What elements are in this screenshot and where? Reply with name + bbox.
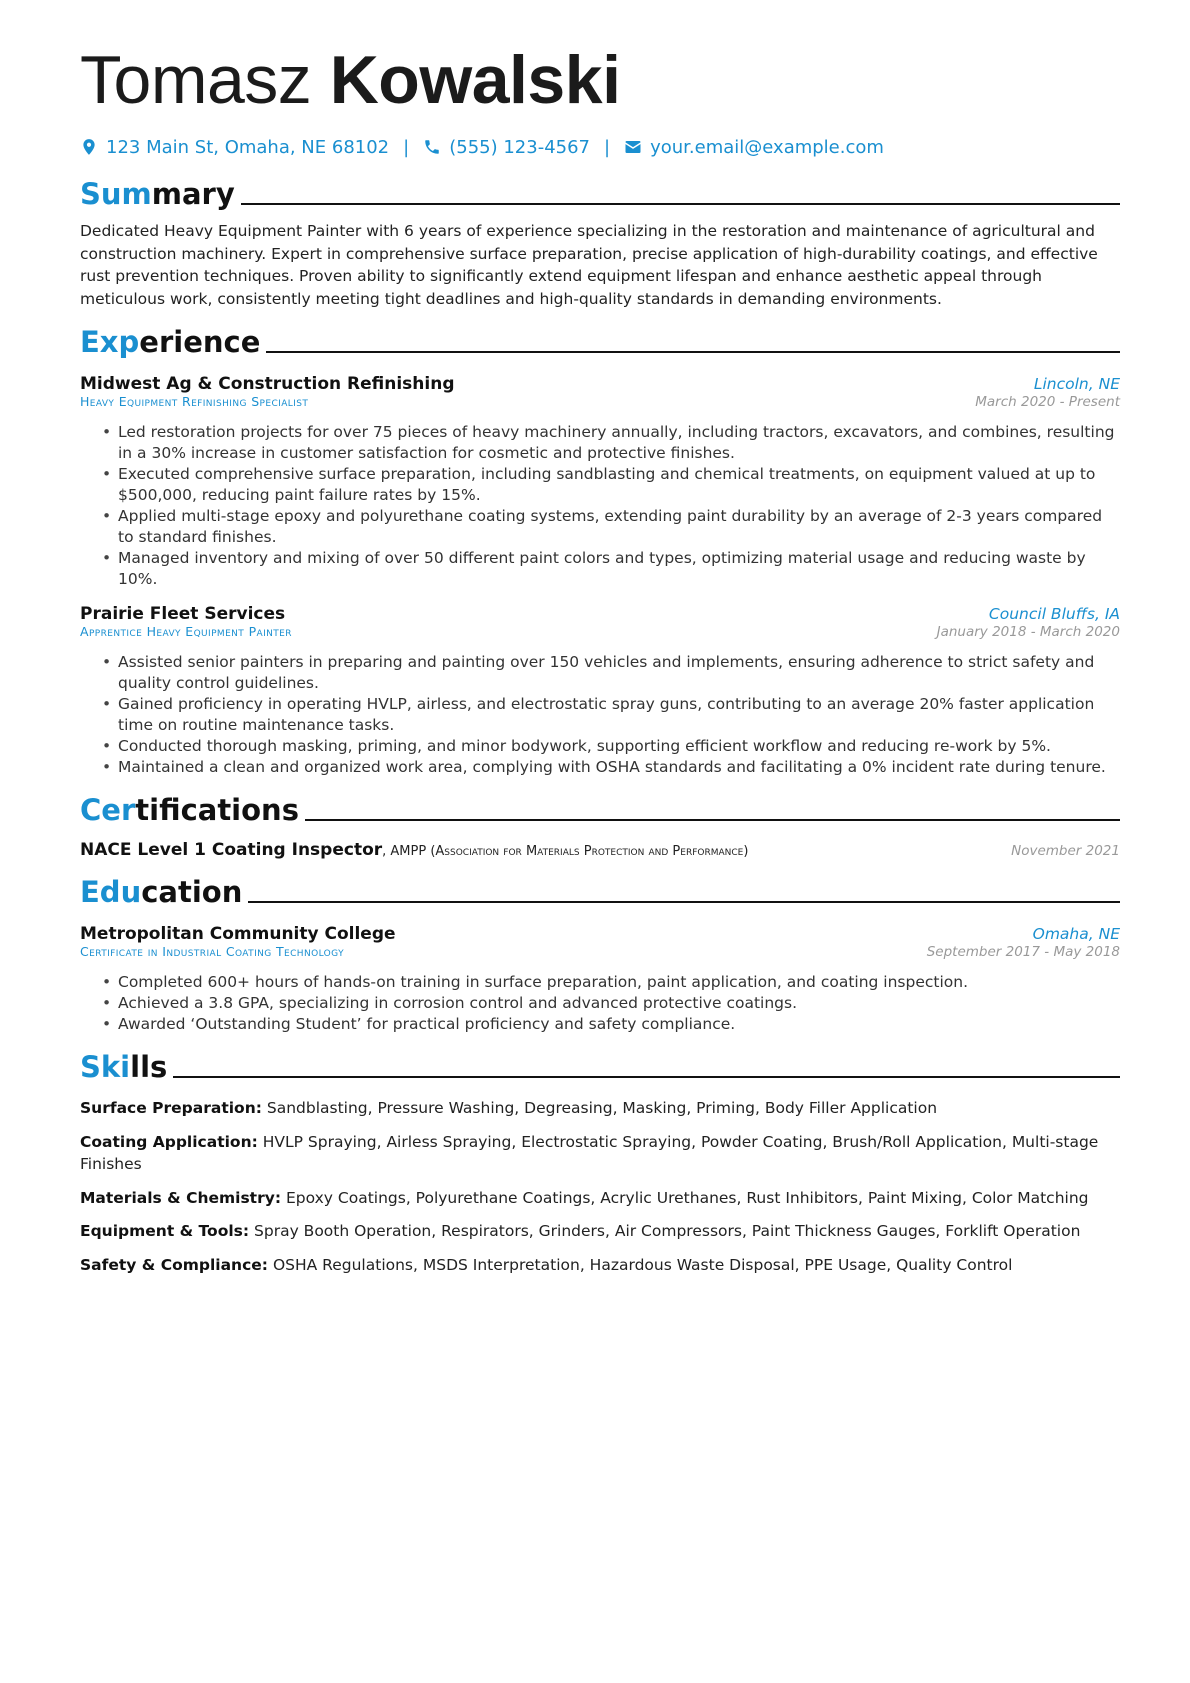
list-item: • Completed 600+ hours of hands-on training in surface preparation, paint application, and coating inspection.: [118, 972, 1120, 993]
skill-group: [80, 1131, 1120, 1176]
list-item: • Awarded ‘Outstanding Student’ for practical proficiency and safety compliance.: [118, 1014, 1120, 1035]
certification-entry: [80, 840, 1120, 860]
job-location: Council Bluffs, IA: [988, 605, 1120, 623]
section-divider: [173, 1076, 1120, 1078]
list-item: • Led restoration projects for over 75 pieces of heavy machinery annually, including tractors, excavators, and combines, resulting in a 30% increase in customer satisfaction for cosmetic and protective finishes.: [118, 422, 1120, 464]
list-item: • Executed comprehensive surface preparation, including sandblasting and chemical treatments, on equipment valued at up to $500,000, reducing paint failure rates by 15%.: [118, 464, 1120, 506]
job-header: [80, 374, 1120, 394]
job-header: [80, 604, 1120, 624]
summary-text: Dedicated Heavy Equipment Painter with 6 years of experience specializing in the restoration and maintenance of agricultural and construction machinery. Expert in comprehensive surface preparation, precise application of high-durability coatings, and effective rust prevention techniques. Proven ability to significantly extend equipment lifespan and enhance aesthetic appeal through meticulous work, consistently meeting tight deadlines and high-quality standards in demanding environments.: [80, 222, 1098, 308]
list-item: • Maintained a clean and organized work area, complying with OSHA standards and facilitating a 0% incident rate during tenure.: [118, 757, 1120, 778]
list-item: • Applied multi-stage epoxy and polyurethane coating systems, extending paint durability by an average of 2-3 years compared to standard finishes.: [118, 506, 1120, 548]
job-bullets: [80, 422, 1120, 590]
skill-group: [80, 1254, 1120, 1277]
job-bullets: [80, 652, 1120, 778]
contact-separator: |: [403, 136, 410, 158]
heading-rest: tifications: [135, 793, 299, 827]
phone-icon: [423, 138, 441, 156]
skill-group: [80, 1187, 1120, 1210]
resume-content: [80, 38, 1120, 1287]
envelope-icon: [624, 138, 642, 156]
job-subheader: [80, 394, 1120, 410]
section-divider: [248, 901, 1120, 903]
job-title: Apprentice Heavy Equipment Painter: [80, 624, 292, 639]
skill-items: Spray Booth Operation, Respirators, Grinders, Air Compressors, Paint Thickness Gauges, Forklift Operation: [254, 1222, 1081, 1240]
section-title: [80, 1049, 167, 1085]
education-heading: [80, 874, 1120, 910]
address-text: 123 Main St, Omaha, NE 68102: [106, 136, 390, 158]
list-item: • Assisted senior painters in preparing and painting over 150 vehicles and implements, ensuring adherence to strict safety and quality control guidelines.: [118, 652, 1120, 694]
company-name: Midwest Ag & Construction Refinishing: [80, 374, 455, 394]
program-name: Certificate in Industrial Coating Technology: [80, 944, 344, 959]
experience-heading: [80, 324, 1120, 360]
section-divider: [305, 819, 1120, 821]
section-divider: [266, 351, 1120, 353]
heading-accent: Sum: [80, 177, 152, 211]
section-divider: [241, 203, 1120, 205]
job-title: Heavy Equipment Refinishing Specialist: [80, 394, 309, 409]
heading-accent: Exp: [80, 325, 140, 359]
skill-items: HVLP Spraying, Airless Spraying, Electrostatic Spraying, Powder Coating, Brush/Roll Application, Multi-stage Finishes: [80, 1132, 1099, 1173]
section-title: [80, 792, 299, 828]
skill-label: Safety & Compliance:: [80, 1255, 268, 1274]
heading-rest: mary: [151, 177, 235, 211]
school-name: Metropolitan Community College: [80, 924, 396, 944]
skill-label: Materials & Chemistry:: [80, 1188, 282, 1207]
address-item: [80, 137, 389, 158]
section-title: [80, 324, 260, 360]
skill-items: OSHA Regulations, MSDS Interpretation, Hazardous Waste Disposal, PPE Usage, Quality Control: [272, 1255, 1013, 1274]
map-marker-icon: [80, 138, 98, 156]
list-item: • Gained proficiency in operating HVLP, airless, and electrostatic spray guns, contributing to an average 20% faster application time on routine maintenance tasks.: [118, 694, 1120, 736]
heading-accent: Edu: [80, 875, 142, 909]
skill-group: [80, 1220, 1120, 1243]
education-entry: [80, 924, 1120, 1035]
section-title: [80, 874, 242, 910]
certification-name: NACE Level 1 Coating Inspector: [80, 840, 383, 860]
school-location: Omaha, NE: [1032, 925, 1120, 943]
phone-text: (555) 123-4567: [449, 136, 591, 158]
email-text: your.email@example.com: [650, 136, 884, 158]
heading-accent: Ski: [80, 1050, 131, 1084]
skills-heading: [80, 1049, 1120, 1085]
list-item: • Managed inventory and mixing of over 50 different paint colors and types, optimizing material usage and reducing waste by 10%.: [118, 548, 1120, 590]
last-name: Kowalski: [329, 42, 621, 118]
phone-item[interactable]: [423, 137, 590, 158]
job-location: Lincoln, NE: [1033, 375, 1120, 393]
certifications-heading: [80, 792, 1120, 828]
list-item: • Achieved a 3.8 GPA, specializing in corrosion control and advanced protective coatings.: [118, 993, 1120, 1014]
company-name: Prairie Fleet Services: [80, 604, 286, 624]
summary-heading: [80, 176, 1120, 212]
heading-accent: Cer: [80, 793, 136, 827]
section-title: [80, 176, 235, 212]
education-bullets: [80, 972, 1120, 1035]
job-entry: [80, 604, 1120, 778]
job-entry: [80, 374, 1120, 590]
skills-list: [80, 1097, 1120, 1276]
job-dates: January 2018 - March 2020: [936, 624, 1120, 640]
contact-bar: [80, 132, 1120, 162]
heading-rest: erience: [139, 325, 261, 359]
job-subheader: [80, 624, 1120, 640]
skill-items: Epoxy Coatings, Polyurethane Coatings, Acrylic Urethanes, Rust Inhibitors, Paint Mixing, Color Matching: [285, 1188, 1089, 1207]
skill-label: Surface Preparation:: [80, 1099, 262, 1117]
email-item[interactable]: [624, 137, 884, 158]
skill-label: Coating Application:: [80, 1132, 258, 1151]
first-name: Tomasz: [80, 42, 312, 118]
education-subheader: [80, 944, 1120, 960]
skill-items: Sandblasting, Pressure Washing, Degreasing, Masking, Priming, Body Filler Application: [266, 1099, 938, 1117]
heading-rest: cation: [141, 875, 243, 909]
heading-rest: lls: [130, 1050, 168, 1084]
candidate-name: [80, 38, 1120, 122]
skill-label: Equipment & Tools:: [80, 1222, 250, 1240]
skill-group: [80, 1097, 1120, 1120]
contact-separator: |: [604, 136, 611, 158]
education-dates: September 2017 - May 2018: [926, 944, 1120, 960]
job-dates: March 2020 - Present: [975, 394, 1120, 410]
education-header: [80, 924, 1120, 944]
list-item: • Conducted thorough masking, priming, and minor bodywork, supporting efficient workflow and reducing re-work by 5%.: [118, 736, 1120, 757]
certification-org: , AMPP (Association for Materials Protection and Performance): [382, 844, 749, 859]
certification-title: [80, 840, 748, 860]
certification-date: November 2021: [1011, 843, 1120, 859]
